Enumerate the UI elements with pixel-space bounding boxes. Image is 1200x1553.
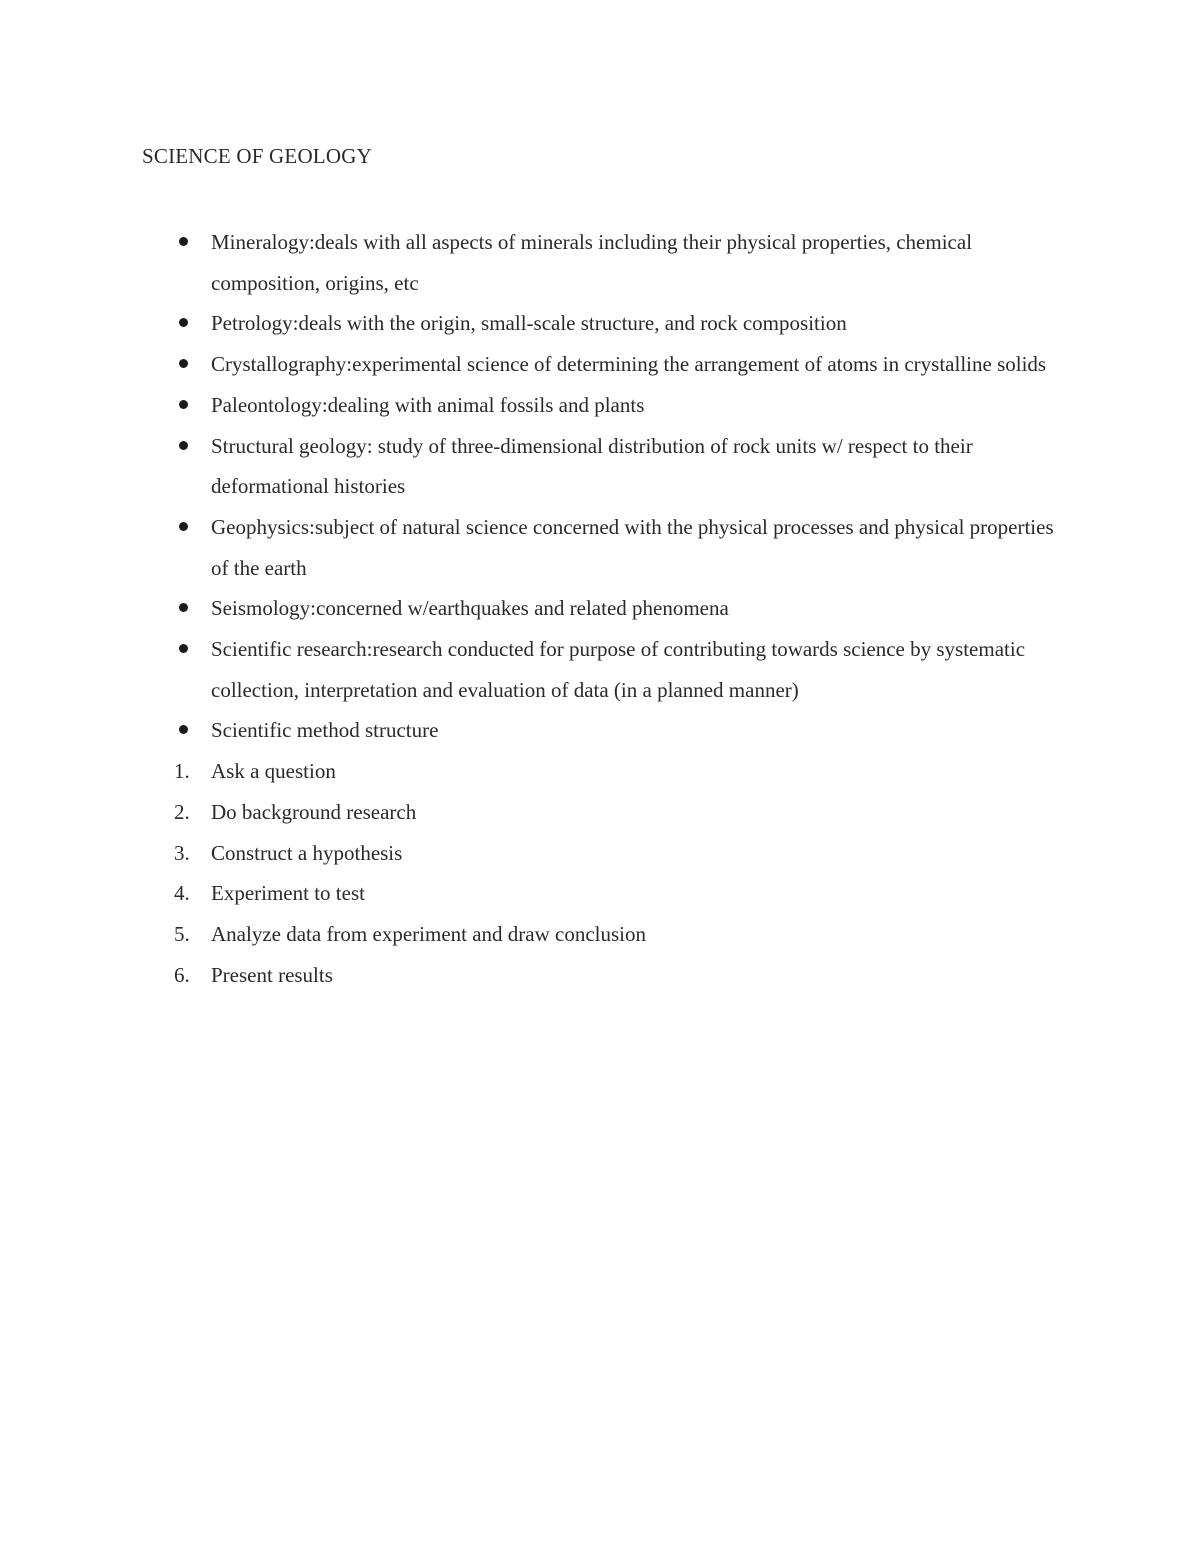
step-text: Do background research [211, 799, 417, 824]
step-text: Present results [211, 962, 333, 987]
bullet-text: Scientific method structure [211, 718, 439, 743]
bullet-dot-icon [179, 237, 188, 246]
bullet-dot-icon [179, 725, 188, 734]
bullet-item-mineralogy [0, 222, 1200, 303]
bullet-item-scientific-method [0, 710, 1200, 751]
bullet-marker [174, 507, 204, 531]
bullet-dot-icon [179, 522, 188, 531]
bullet-dot-icon [179, 644, 188, 653]
bullet-item-paleontology [0, 385, 1200, 426]
bullet-marker [174, 222, 204, 246]
bullet-marker [174, 344, 204, 368]
bullet-text: Structural geology: study of three-dimensional distribution of rock units w/ respect to their deformational histories [211, 433, 973, 499]
step-text: Ask a question [211, 759, 336, 784]
bullet-dot-icon [179, 441, 188, 450]
bullet-marker [174, 629, 204, 653]
step-item-4 [0, 873, 1200, 914]
bullet-dot-icon [179, 603, 188, 612]
bullet-text: Petrology:deals with the origin, small-scale structure, and rock composition [211, 311, 847, 336]
bullet-marker [174, 303, 204, 327]
bullet-item-scientific-research [0, 629, 1200, 710]
bullet-text: Scientific research:research conducted for purpose of contributing towards science by systematic collection, interpretation and evaluation of data (in a planned manner) [211, 637, 1026, 702]
step-text: Construct a hypothesis [211, 840, 403, 865]
bullet-dot-icon [179, 359, 188, 368]
document-title: SCIENCE OF GEOLOGY [142, 144, 372, 168]
bullet-text: Geophysics:subject of natural science concerned with the physical processes and physical properties of the earth [211, 514, 1054, 580]
step-number: 5. [174, 921, 190, 946]
step-text: Experiment to test [211, 881, 365, 906]
notes-list [0, 222, 1200, 995]
step-item-1 [0, 751, 1200, 792]
bullet-item-structural-geology [0, 426, 1200, 507]
bullet-dot-icon [179, 400, 188, 409]
step-text: Analyze data from experiment and draw conclusion [211, 921, 647, 946]
bullet-text: Crystallography:experimental science of determining the arrangement of atoms in crystalline solids [211, 352, 1047, 377]
bullet-marker [174, 426, 204, 450]
step-number: 1. [174, 759, 190, 784]
bullet-item-crystallography [0, 344, 1200, 385]
step-number: 4. [174, 881, 190, 906]
bullet-marker [174, 385, 204, 409]
step-number: 6. [174, 962, 190, 987]
step-item-6 [0, 955, 1200, 996]
bullet-text: Paleontology:dealing with animal fossils and plants [211, 392, 645, 417]
bullet-marker [174, 588, 204, 612]
step-number: 2. [174, 799, 190, 824]
step-number: 3. [174, 840, 190, 865]
bullet-dot-icon [179, 318, 188, 327]
bullet-text: Mineralogy:deals with all aspects of minerals including their physical properties, chemical composition, origins, etc [211, 230, 973, 295]
bullet-marker [174, 710, 204, 734]
bullet-item-geophysics [0, 507, 1200, 588]
bullet-item-petrology [0, 303, 1200, 344]
step-item-5 [0, 914, 1200, 955]
step-item-3 [0, 833, 1200, 874]
step-item-2 [0, 792, 1200, 833]
bullet-item-seismology [0, 588, 1200, 629]
bullet-text: Seismology:concerned w/earthquakes and related phenomena [211, 596, 729, 621]
